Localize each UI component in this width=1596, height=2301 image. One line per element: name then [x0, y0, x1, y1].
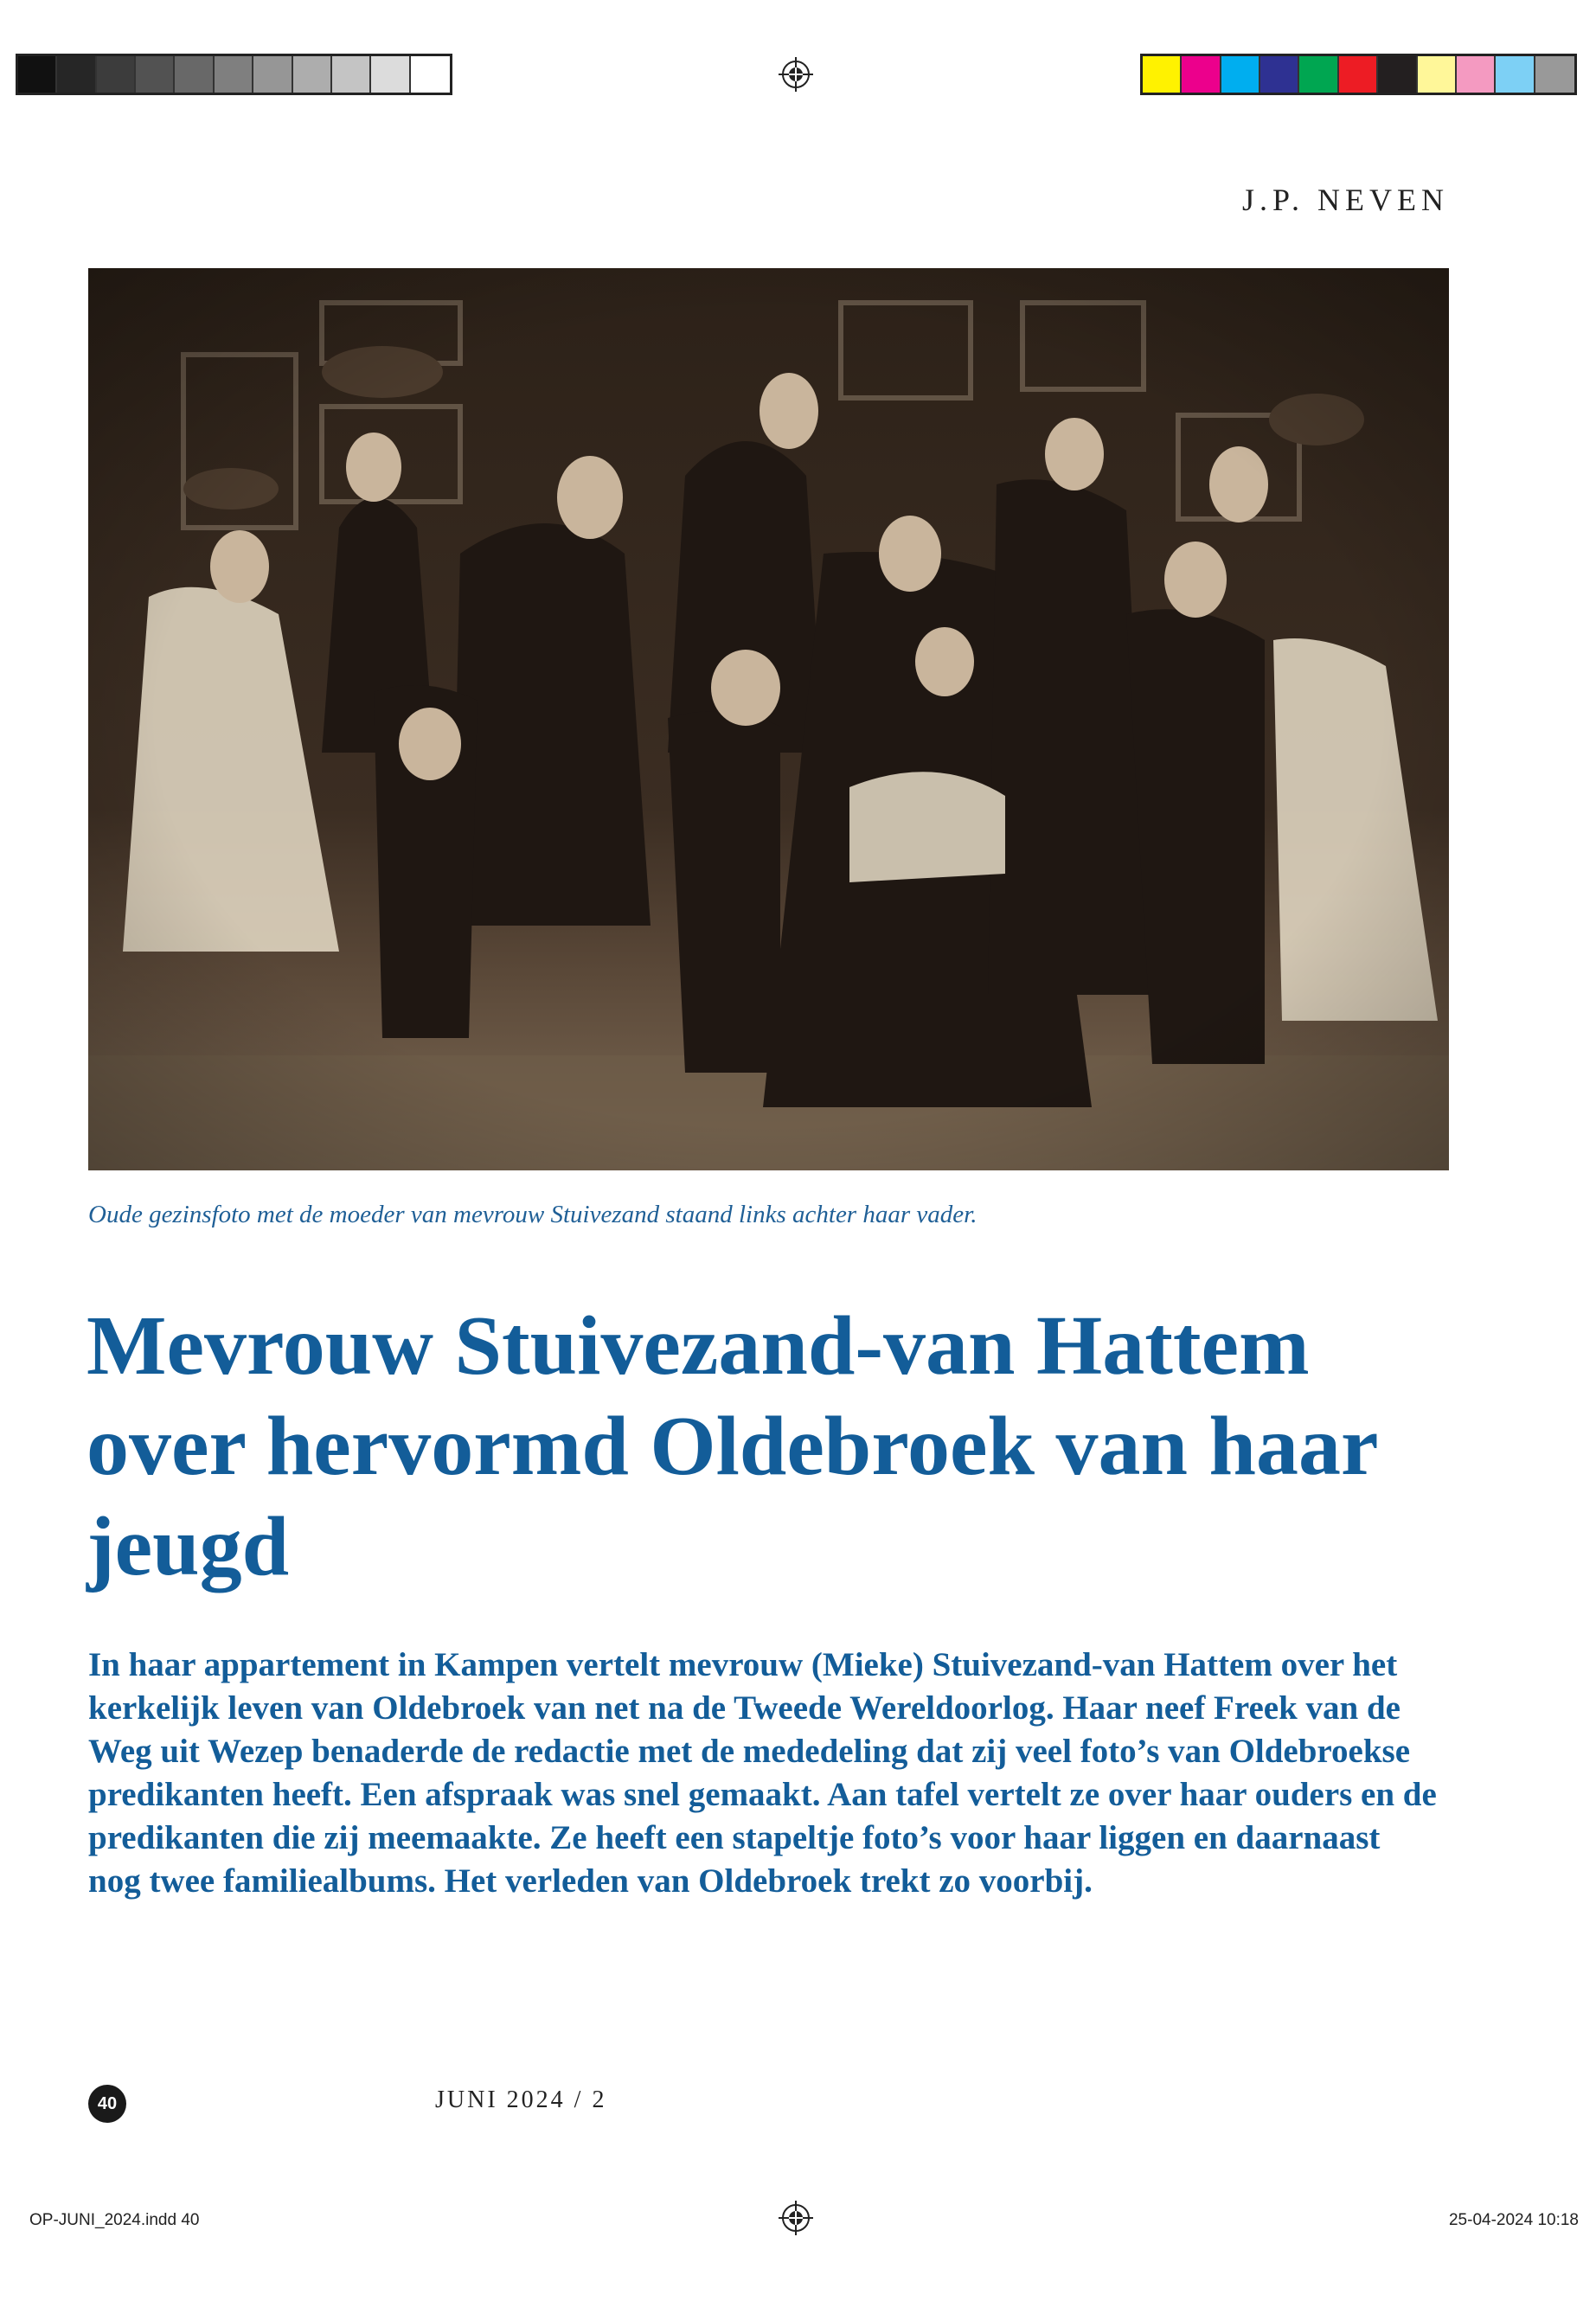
registration-mark-icon: [779, 2201, 813, 2235]
gray-swatch: [57, 56, 96, 93]
gray-swatch: [136, 56, 175, 93]
photo-caption: Oude gezinsfoto met de moeder van mevrouw Stuivezand staand links achter haar vader.: [88, 1201, 977, 1228]
color-swatch: [1535, 56, 1574, 93]
color-swatch: [1221, 56, 1260, 93]
family-photo: [88, 268, 1449, 1170]
gray-swatch: [411, 56, 450, 93]
color-swatch: [1496, 56, 1535, 93]
color-swatch: [1457, 56, 1496, 93]
gray-swatch: [253, 56, 292, 93]
gray-swatch: [371, 56, 410, 93]
color-swatch: [1418, 56, 1457, 93]
grayscale-color-bar: [16, 54, 452, 95]
gray-swatch: [215, 56, 253, 93]
color-swatch: [1378, 56, 1417, 93]
color-swatch: [1182, 56, 1221, 93]
article-headline: Mevrouw Stuivezand-van Hattem over hervormd Oldebroek van haar jeugd: [87, 1299, 1377, 1593]
gray-swatch: [293, 56, 332, 93]
process-color-bar: [1140, 54, 1577, 95]
gray-swatch: [332, 56, 371, 93]
article-lead: In haar appartement in Kampen vertelt mevrouw (Mieke) Stuivezand-van Hattem over het kerkelijk leven van Oldebroek van net na de Tweede Wereldoorlog. Haar neef Freek van de Weg uit Wezep benaderde de redactie met de mededeling dat zij veel foto’s van Oldebroekse predikanten heeft. Een afspraak was snel gemaakt. Aan tafel vertelt ze over haar ouders en de predikanten die zij meemaakte. Ze heeft een stapeltje foto’s voor haar liggen en daarnaast nog twee familiealbums. Het verleden van Oldebroek trekt zo voorbij.: [88, 1646, 1437, 1900]
color-swatch: [1143, 56, 1182, 93]
gray-swatch: [175, 56, 214, 93]
slug-timestamp: 25-04-2024 10:18: [1448, 2211, 1579, 2229]
gray-swatch: [18, 56, 57, 93]
page-number-badge: 40: [88, 2085, 126, 2123]
author-byline: J.P. NEVEN: [1241, 183, 1449, 217]
color-swatch: [1260, 56, 1299, 93]
issue-label: JUNI 2024 / 2: [435, 2086, 607, 2113]
color-swatch: [1339, 56, 1378, 93]
color-swatch: [1299, 56, 1338, 93]
registration-mark-icon: [779, 57, 813, 92]
gray-swatch: [97, 56, 136, 93]
slug-filename: OP-JUNI_2024.indd 40: [29, 2211, 200, 2229]
